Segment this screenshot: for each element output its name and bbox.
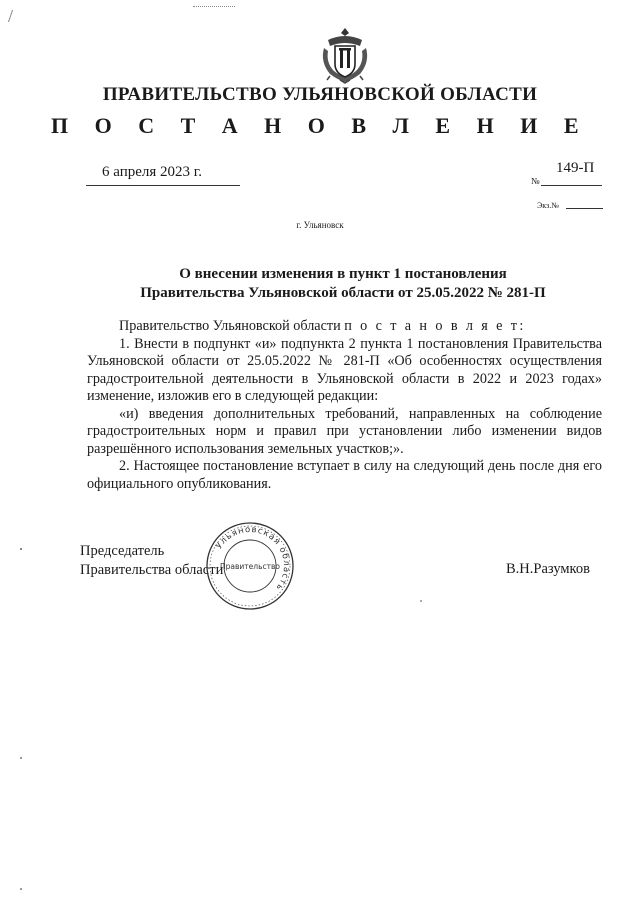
city: г. Ульяновск bbox=[296, 220, 344, 230]
document-number: 149-П bbox=[556, 160, 595, 176]
paragraph-1: 1. Внести в подпункт «и» подпункта 2 пункта 1 постановления Правительства Ульяновской области от 25.05.2022 № 281-П «Об особенностях осуществления градостроительной деятельности в Ульяновской области в 2022 и 2023 годах» изменение, изложив его в следующей редакции: bbox=[87, 335, 602, 404]
government-title: ПРАВИТЕЛЬСТВО УЛЬЯНОВСКОЙ ОБЛАСТИ bbox=[102, 84, 538, 105]
intro-decree-word: п о с т а н о в л я е т: bbox=[344, 318, 526, 334]
coat-of-arms-icon bbox=[318, 26, 372, 84]
number-label: № bbox=[531, 176, 540, 186]
intro-paragraph bbox=[87, 318, 602, 336]
stamp-ring-text: Ульяновская область bbox=[214, 524, 292, 593]
position-line-2: Правительства области bbox=[80, 562, 224, 578]
scan-artifact bbox=[20, 548, 22, 550]
document-heading bbox=[88, 265, 598, 303]
document-body bbox=[87, 318, 602, 493]
scan-artifact bbox=[193, 6, 235, 7]
heading-line-2: Правительства Ульяновской области от 25.05.2022 № 281-П bbox=[140, 285, 546, 301]
number-underline bbox=[541, 185, 602, 186]
paragraph-2: «и) введения дополнительных требований, направленных на соблюдение градостроительных норм и правил при установлении либо изменении видов разрешённого использования земельных участков;». bbox=[87, 405, 602, 457]
heading-line-1: О внесении изменения в пункт 1 постановления bbox=[179, 266, 507, 282]
signatory-name: В.Н.Разумков bbox=[506, 561, 590, 577]
position-line-1: Председатель bbox=[80, 543, 165, 559]
corner-mark: / bbox=[8, 6, 14, 26]
stamp-center-text: Правительство bbox=[220, 562, 280, 571]
paragraph-3: 2. Настоящее постановление вступает в силу на следующий день после дня его официального опубликования. bbox=[87, 458, 602, 492]
document-date: 6 апреля 2023 г. bbox=[102, 164, 202, 180]
document-type: П О С Т А Н О В Л Е Н И Е bbox=[50, 113, 590, 138]
official-stamp bbox=[200, 520, 300, 612]
scan-artifact bbox=[20, 757, 22, 759]
intro-lead: Правительство Ульяновской области bbox=[119, 318, 345, 334]
copy-number-underline bbox=[566, 208, 603, 209]
scan-artifact bbox=[420, 600, 422, 602]
copy-number-label: Экз.№ bbox=[537, 201, 559, 210]
date-underline bbox=[86, 185, 240, 186]
scan-artifact bbox=[20, 888, 22, 890]
